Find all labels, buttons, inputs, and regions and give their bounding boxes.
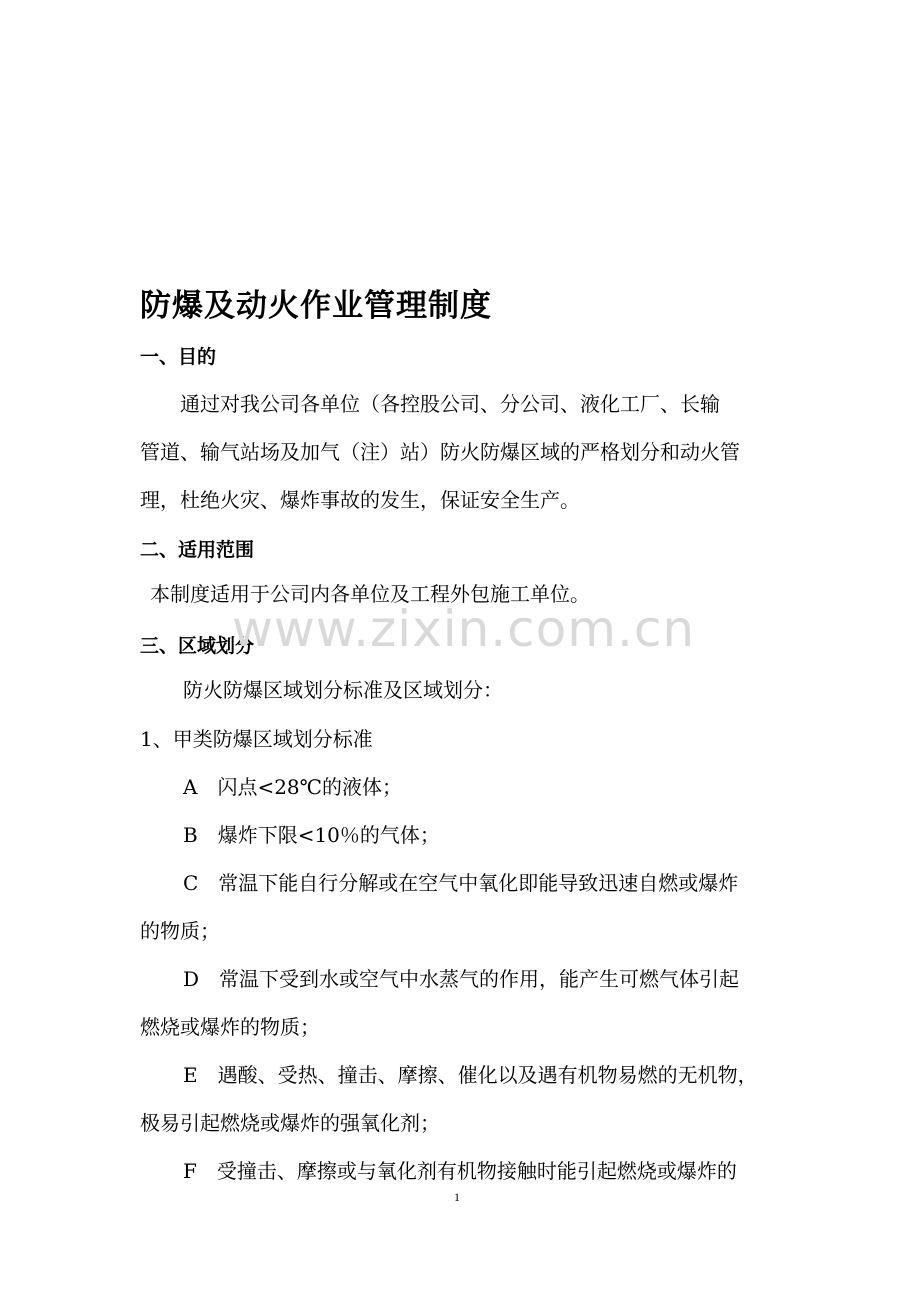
section-heading-scope: 二、适用范围	[140, 539, 255, 561]
scope-line: 本制度适用于公司内各单位及工程外包施工单位。	[150, 582, 590, 606]
purpose-line-3: 理，杜绝火灾、爆炸事故的发生，保证安全生产。	[140, 488, 580, 512]
purpose-line-1: 通过对我公司各单位（各控股公司、分公司、液化工厂、长输	[140, 392, 720, 416]
zoning-intro	[183, 666, 828, 714]
section-heading-zoning: 三、区域划分	[140, 635, 255, 657]
item-b-line: B 爆炸下限<10％的气体；	[183, 823, 440, 847]
item-d-text-2: 燃烧或爆炸的物质；	[140, 1015, 320, 1039]
item-c-line-2	[140, 907, 785, 955]
class-a-heading	[140, 715, 785, 763]
item-d-text-1: D 常温下受到水或空气中水蒸气的作用，能产生可燃气体引起	[183, 967, 740, 991]
item-e-line-2	[140, 1099, 785, 1147]
item-e-line-1	[183, 1051, 828, 1099]
page-number: 1	[454, 1190, 460, 1204]
document-title: 防爆及动火作业管理制度	[140, 288, 492, 324]
item-d-line-2	[140, 1003, 785, 1051]
purpose-paragraph	[140, 380, 785, 524]
class-a-heading-line: 1、甲类防爆区域划分标准	[140, 727, 373, 751]
item-c-text-2: 的物质；	[140, 919, 220, 943]
item-b	[183, 811, 828, 859]
item-f-line-1	[183, 1147, 828, 1195]
zoning-intro-line: 防火防爆区域划分标准及区域划分：	[183, 678, 503, 702]
item-d-line-1	[183, 955, 828, 1003]
section-heading-purpose: 一、目的	[140, 346, 217, 368]
item-f-text-1: F 受撞击、摩擦或与氧化剂有机物接触时能引起燃烧或爆炸的	[183, 1159, 737, 1183]
watermark: www.zixin.com.cn	[232, 600, 696, 658]
item-a	[183, 763, 828, 811]
item-c-text-1: C 常温下能自行分解或在空气中氧化即能导致迅速自燃或爆炸	[183, 871, 739, 895]
item-c-line-1	[183, 859, 828, 907]
item-a-line: A 闪点<28℃的液体；	[183, 775, 403, 799]
item-e-text-1: E 遇酸、受热、撞击、摩擦、催化以及遇有机物易燃的无机物，	[183, 1063, 758, 1087]
purpose-line-2: 管道、输气站场及加气（注）站）防火防爆区域的严格划分和动火管	[140, 440, 740, 464]
item-e-text-2: 极易引起燃烧或爆炸的强氧化剂；	[140, 1111, 440, 1135]
